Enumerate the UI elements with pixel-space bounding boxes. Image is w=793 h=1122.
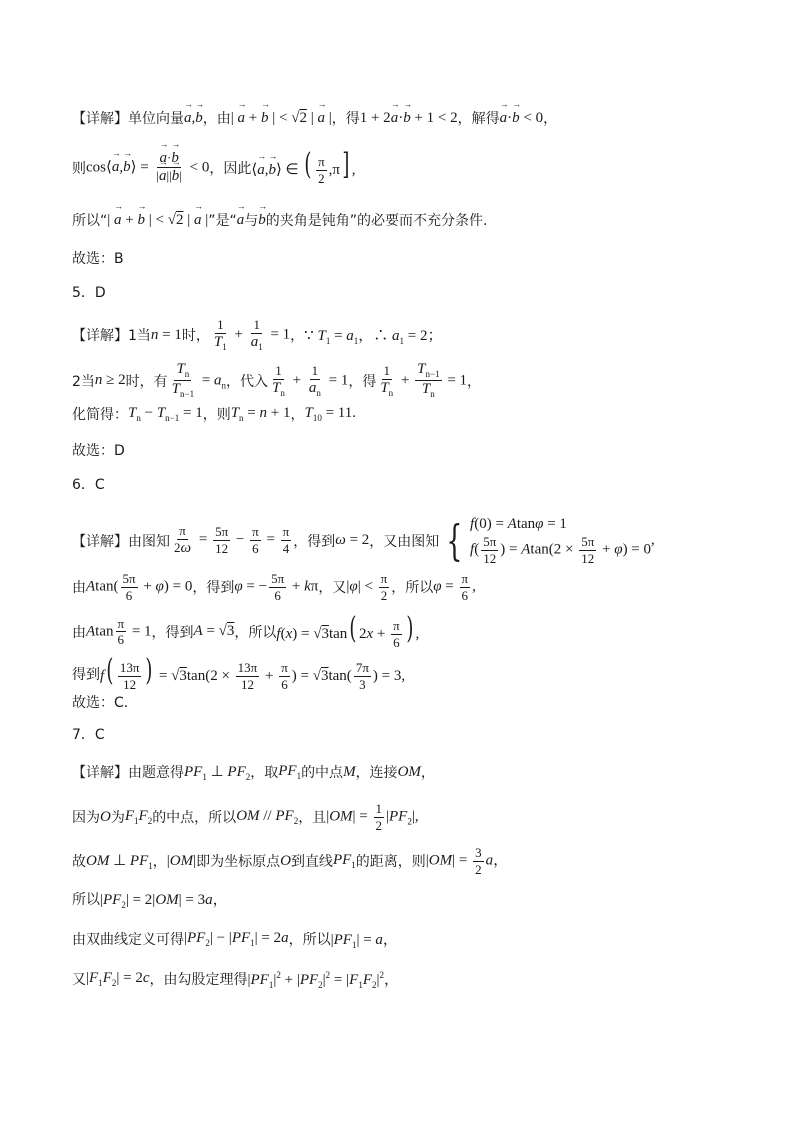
line-q5-simplify: 化简得： $T_n - T_{n-1} = 1$ ，则 $T_n = n + 1$ ， $T_{10} = 11$. (72, 405, 356, 423)
question-7-heading: 7．C (72, 727, 105, 743)
math-vec-ab: → a,→ b (184, 110, 203, 127)
answer-4: 故选：B (72, 251, 124, 267)
line-detail-vectors: 【详解】单位向量 → a,→ b ，由 | → a + → b | < √2 | → a | ，得 1 + 2→ a·→ b + 1 < 2 ，解得 → a·→ b < 0 ， (72, 108, 557, 128)
line-q7-setup: 【详解】由题意得 $PF_1$ ⊥ $PF_2$ ，取 $PF_1$ 的中点 M ，连接 OM ， (72, 763, 435, 782)
line-q7-pf2: 所以 $|PF_2| = 2|OM| = 3a$， (72, 892, 228, 910)
line-q5-case2: 2当 n ≥ 2 时，有 $\frac{T_n}{T_{n-1}}$ = $a_n$ ，代入 $\frac{1}{T_n}$ + $\frac{1}{a_n}$ = 1 ，得 $\frac{1}{T_n}$ + $\frac{T_{n-1}}{T_n}$ = 1 ， (72, 361, 482, 400)
question-6-heading: 6．C (72, 477, 105, 493)
line-q7-definition: 由双曲线定义可得 $|PF_2| - |PF_1| = 2a$ ，所以 $|PF_1| = a$， (72, 930, 398, 950)
line-q7-midpoint: 因为 O 为 $F_1F_2$ 的中点，所以 OM // $PF_2$ ，且 |OM| = $\frac{1}{2}$ $|PF_2|$, (72, 801, 419, 833)
math-system: { f(0) = Atanφ = 1 f( $\frac{5\pi}{12}$ ) = Atan(2 × $\frac{5\pi}{12}$ + φ) = 0 (446, 515, 652, 566)
math-angle-range: ⟨→ a,→ b⟩ ∈ ( $\frac{\pi}{2}$ ,π] , (251, 150, 355, 186)
line-conclusion-vectors: 所以“ | → a + → b | < √2 | → a | ”是“ → a 与 → b 的夹角是钝角”的必要而不充分条件. (72, 210, 487, 230)
line-cos-angle: 则 cos⟨→ a,→ b⟩ = → $\frac{a\cdot\to b}{|\to a||\to b|}$ < 0 ，因此 ⟨→ a,→ b⟩ ∈ ( $\frac{\pi}{2}$ ,π] , (72, 150, 355, 186)
math-condition-repeat: | → a + → b | < √2 | → a | (107, 212, 208, 229)
math-condition: | → a + → b | < √2 | → a | (231, 110, 332, 127)
line-q5-case1: 【详解】1当 n = 1 时， $\frac{1}{T_1}$ + $\frac{1}{a_1}$ = 1 ， ∵ $T_1 = a_1$，∴ $a_1 = 2$； (72, 317, 443, 352)
math-dot-negative: → a·→ b < 0 (500, 110, 543, 127)
question-5-heading: 5．D (72, 285, 106, 301)
math-cos: cos⟨→ a,→ b⟩ = → $\frac{a\cdot\to b}{|\to a||\to b|}$ < 0 (86, 151, 209, 186)
math-expansion: 1 + 2→ a·→ b + 1 < 2 (360, 110, 458, 127)
line-q7-distance: 故 OM ⊥ $PF_1$ ， |OM| 即为坐标原点 O 到直线 $PF_1$ 的距离，则 |OM| = $\frac{3}{2}$ a， (72, 845, 509, 877)
answer-6: 故选：C. (72, 695, 129, 711)
line-q7-pythagoras: 又 $|F_1F_2| = 2c$ ，由勾股定理得 $|PF_1|^2 + |PF_2|^2 = |F_1F_2|^2$， (72, 970, 400, 990)
line-q6-amplitude: 由 Atan $\frac{\pi}{6}$ = 1 ，得到 A = √3 ，所以 f(x) = √3tan( 2x + $\frac{\pi}{6}$ ) , (72, 611, 420, 651)
line-q6-value: 得到 f( $\frac{13\pi}{12}$ ) = √3tan(2 × $\frac{13\pi}{12}$ + $\frac{\pi}{6}$ ) = √3tan( $\frac{7\pi}{3}$ ) = 3, (72, 653, 406, 693)
answer-5: 故选：D (72, 443, 125, 459)
line-q6-phi: 由 Atan( $\frac{5\pi}{6}$ + φ) = 0 ，得到 φ = − $\frac{5\pi}{6}$ + kπ ，又 |φ| < $\frac{\pi}{2}$ ，所以 φ = $\frac{\pi}{6}$ , (72, 571, 476, 603)
line-q6-period: 【详解】由图知 $\frac{\pi}{2\omega}$ = $\frac{5\pi}{12}$ − $\frac{\pi}{6}$ = $\frac{\pi}{4}$ ，得到 ω = 2 ，又由图知 { f(0) = Atanφ = 1 f( $\frac{5\pi}{12}$ ) = Atan(2 × $\frac{5\pi}{12}$ + φ) = 0 , (72, 515, 655, 566)
